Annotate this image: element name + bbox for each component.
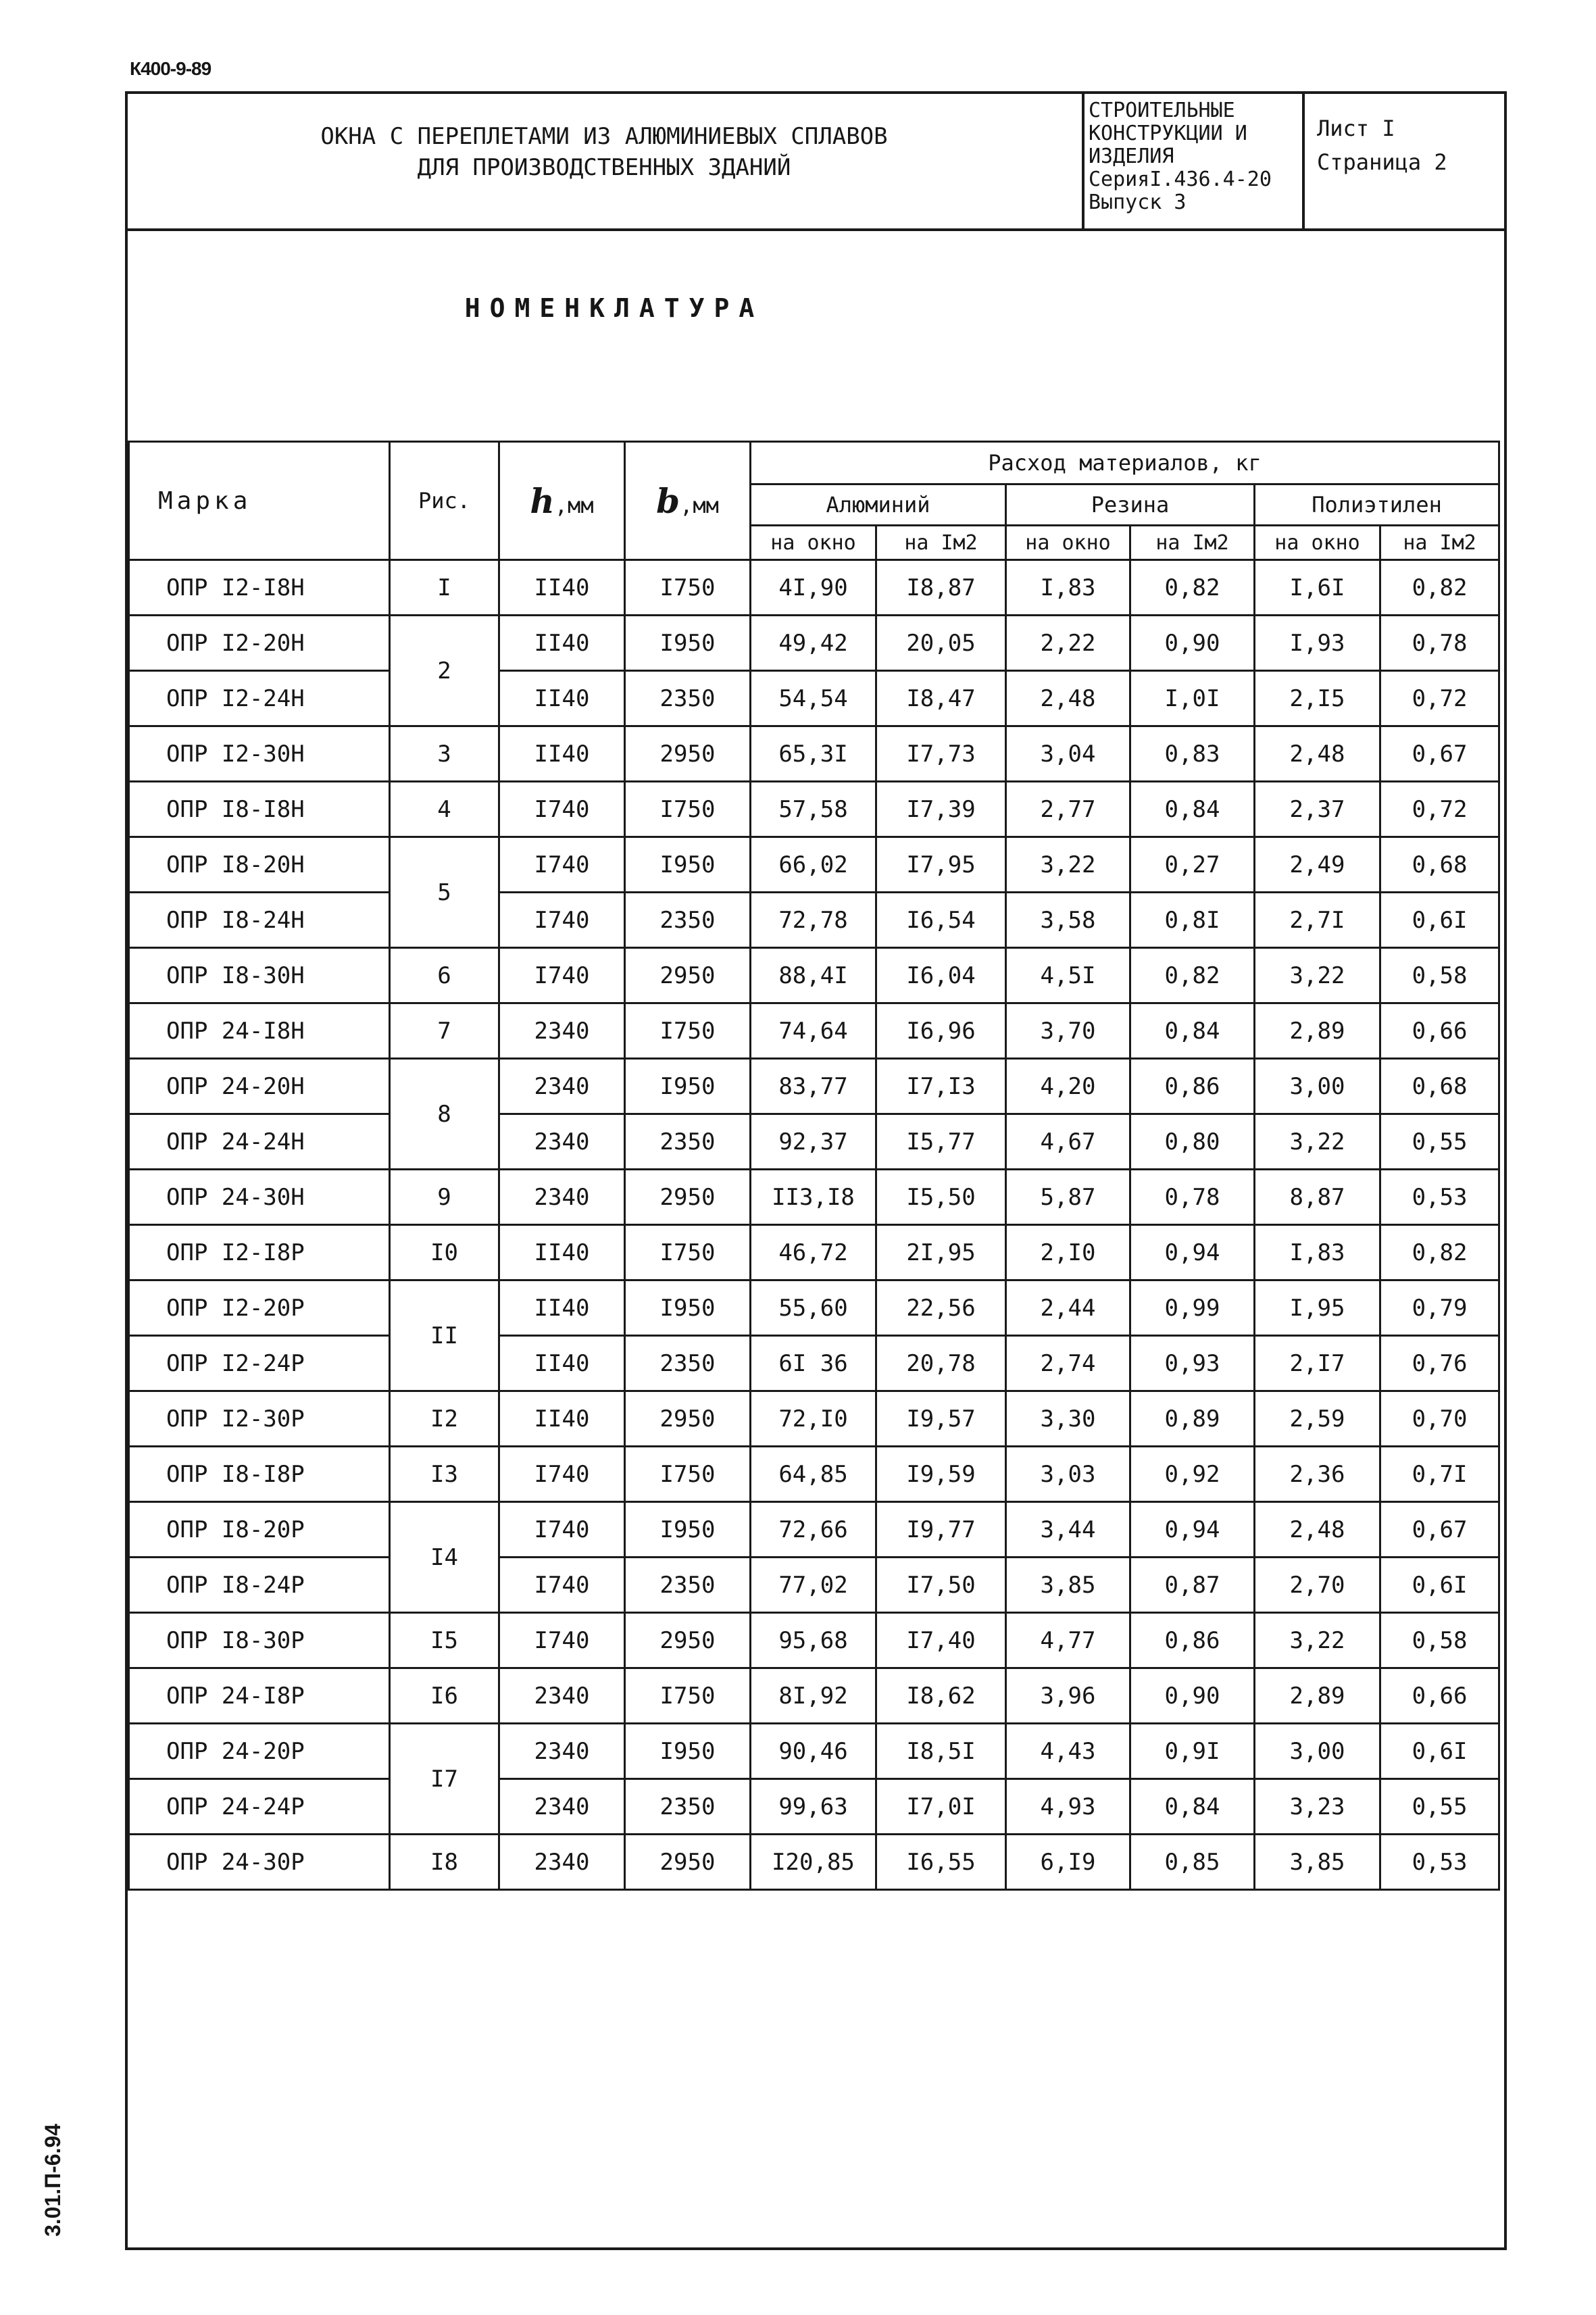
mark-cell: ОПР 24-I8Н xyxy=(129,1003,390,1059)
b-cell: I950 xyxy=(625,1724,751,1779)
h-cell: II40 xyxy=(499,1280,625,1336)
mark-cell: ОПР I8-24Р xyxy=(129,1558,390,1613)
b-cell: I750 xyxy=(625,782,751,837)
table-row xyxy=(129,1114,1499,1170)
al-m2-cell: I7,50 xyxy=(876,1558,1006,1613)
b-cell: 2950 xyxy=(625,726,751,782)
pe-window-cell: 2,89 xyxy=(1255,1003,1380,1059)
al-window-cell: 57,58 xyxy=(751,782,876,837)
mark-cell: ОПР I2-20Р xyxy=(129,1280,390,1336)
al-m2-cell: I6,04 xyxy=(876,948,1006,1003)
pe-m2-cell: 0,78 xyxy=(1380,616,1499,671)
pe-window-cell: 2,49 xyxy=(1255,837,1380,893)
document-code: К400-9-89 xyxy=(130,58,211,79)
pe-window-cell: 8,87 xyxy=(1255,1170,1380,1225)
pe-window-cell: 3,00 xyxy=(1255,1724,1380,1779)
pe-m2-cell: 0,68 xyxy=(1380,837,1499,893)
mark-cell: ОПР I8-I8Н xyxy=(129,782,390,837)
col-mark-header: Марка xyxy=(129,442,390,560)
al-window-cell: 46,72 xyxy=(751,1225,876,1280)
col-h-header xyxy=(499,442,625,560)
pe-window-cell: 3,85 xyxy=(1255,1835,1380,1890)
pe-m2-cell: 0,66 xyxy=(1380,1668,1499,1724)
al-m2-cell: I6,54 xyxy=(876,893,1006,948)
table-row xyxy=(129,1003,1499,1059)
pe-m2-cell: 0,55 xyxy=(1380,1779,1499,1835)
table-row xyxy=(129,837,1499,893)
rb-m2-cell: 0,86 xyxy=(1130,1059,1255,1114)
h-cell: 2340 xyxy=(499,1170,625,1225)
mark-cell: ОПР I8-20Р xyxy=(129,1502,390,1558)
rb-window-cell: 4,93 xyxy=(1006,1779,1130,1835)
rb-window-cell: 3,30 xyxy=(1006,1391,1130,1447)
pe-window-cell: 3,23 xyxy=(1255,1779,1380,1835)
b-cell: 2950 xyxy=(625,1835,751,1890)
pe-m2-cell: 0,55 xyxy=(1380,1114,1499,1170)
al-per-m2-header: на Iм2 xyxy=(876,526,1006,560)
h-unit: ,мм xyxy=(554,492,594,518)
mark-cell: ОПР 24-24Р xyxy=(129,1779,390,1835)
h-cell: II40 xyxy=(499,1391,625,1447)
sheet-block xyxy=(1317,111,1447,179)
fig-cell: I4 xyxy=(390,1502,499,1613)
al-window-cell: 55,60 xyxy=(751,1280,876,1336)
mark-cell: ОПР I2-30Р xyxy=(129,1391,390,1447)
series-line-3: ИЗДЕЛИЯ xyxy=(1089,145,1174,168)
fig-cell: I6 xyxy=(390,1668,499,1724)
al-m2-cell: 2I,95 xyxy=(876,1225,1006,1280)
pe-window-cell: 2,I5 xyxy=(1255,671,1380,726)
pe-m2-cell: 0,53 xyxy=(1380,1835,1499,1890)
series-block xyxy=(1082,94,1305,228)
rb-window-cell: 2,74 xyxy=(1006,1336,1130,1391)
title-line-1: ОКНА С ПЕРЕПЛЕТАМИ ИЗ АЛЮМИНИЕВЫХ СПЛАВОВ xyxy=(320,123,888,150)
h-cell: I740 xyxy=(499,1502,625,1558)
table-row xyxy=(129,1558,1499,1613)
rb-m2-cell: 0,89 xyxy=(1130,1391,1255,1447)
al-window-cell: 90,46 xyxy=(751,1724,876,1779)
rb-m2-cell: 0,80 xyxy=(1130,1114,1255,1170)
pe-m2-cell: 0,68 xyxy=(1380,1059,1499,1114)
fig-cell: I3 xyxy=(390,1447,499,1502)
h-cell: I740 xyxy=(499,837,625,893)
pe-window-cell: 2,70 xyxy=(1255,1558,1380,1613)
fig-cell: I2 xyxy=(390,1391,499,1447)
rb-m2-cell: 0,8I xyxy=(1130,893,1255,948)
rb-window-cell: 2,22 xyxy=(1006,616,1130,671)
mark-cell: ОПР 24-20Р xyxy=(129,1724,390,1779)
b-cell: 2350 xyxy=(625,1558,751,1613)
h-cell: 2340 xyxy=(499,1059,625,1114)
al-window-cell: I20,85 xyxy=(751,1835,876,1890)
h-cell: I740 xyxy=(499,1447,625,1502)
col-fig-header: Рис. xyxy=(390,442,499,560)
rb-m2-cell: 0,94 xyxy=(1130,1225,1255,1280)
b-cell: 2350 xyxy=(625,1779,751,1835)
rb-m2-cell: 0,84 xyxy=(1130,1779,1255,1835)
pe-m2-cell: 0,82 xyxy=(1380,1225,1499,1280)
series-line-5: Выпуск 3 xyxy=(1089,191,1187,214)
b-cell: 2950 xyxy=(625,948,751,1003)
al-window-cell: 4I,90 xyxy=(751,560,876,616)
pe-window-cell: 3,00 xyxy=(1255,1059,1380,1114)
h-cell: I740 xyxy=(499,782,625,837)
rb-window-cell: 2,77 xyxy=(1006,782,1130,837)
section-title: НОМЕНКЛАТУРА xyxy=(464,293,764,323)
al-m2-cell: I7,40 xyxy=(876,1613,1006,1668)
series-line-2: КОНСТРУКЦИИ И xyxy=(1089,122,1247,145)
h-cell: 2340 xyxy=(499,1835,625,1890)
pe-m2-cell: 0,82 xyxy=(1380,560,1499,616)
fig-cell: 3 xyxy=(390,726,499,782)
fig-cell: 8 xyxy=(390,1059,499,1170)
mark-cell: ОПР I2-20Н xyxy=(129,616,390,671)
mark-cell: ОПР I8-I8Р xyxy=(129,1447,390,1502)
pe-per-window-header: на окно xyxy=(1255,526,1380,560)
rb-window-cell: 4,67 xyxy=(1006,1114,1130,1170)
al-m2-cell: I5,50 xyxy=(876,1170,1006,1225)
b-symbol: b xyxy=(656,480,680,521)
pe-m2-cell: 0,70 xyxy=(1380,1391,1499,1447)
rb-per-window-header: на окно xyxy=(1006,526,1130,560)
table-row xyxy=(129,1724,1499,1779)
al-window-cell: 49,42 xyxy=(751,616,876,671)
al-m2-cell: I9,77 xyxy=(876,1502,1006,1558)
b-cell: I750 xyxy=(625,1668,751,1724)
rb-window-cell: 3,44 xyxy=(1006,1502,1130,1558)
drawing-frame xyxy=(125,91,1507,2250)
al-m2-cell: I7,39 xyxy=(876,782,1006,837)
table-row xyxy=(129,1059,1499,1114)
h-cell: II40 xyxy=(499,616,625,671)
rb-m2-cell: 0,90 xyxy=(1130,1668,1255,1724)
rb-per-m2-header: на Iм2 xyxy=(1130,526,1255,560)
fig-cell: 5 xyxy=(390,837,499,948)
pe-m2-cell: 0,76 xyxy=(1380,1336,1499,1391)
rb-window-cell: 2,48 xyxy=(1006,671,1130,726)
fig-cell: I8 xyxy=(390,1835,499,1890)
al-window-cell: II3,I8 xyxy=(751,1170,876,1225)
b-cell: I950 xyxy=(625,1502,751,1558)
h-cell: II40 xyxy=(499,560,625,616)
h-cell: I740 xyxy=(499,893,625,948)
b-cell: I750 xyxy=(625,560,751,616)
al-window-cell: 72,66 xyxy=(751,1502,876,1558)
b-cell: I950 xyxy=(625,837,751,893)
h-cell: 2340 xyxy=(499,1668,625,1724)
pe-m2-cell: 0,67 xyxy=(1380,1502,1499,1558)
al-m2-cell: I6,55 xyxy=(876,1835,1006,1890)
rb-window-cell: 3,96 xyxy=(1006,1668,1130,1724)
rb-window-cell: 4,20 xyxy=(1006,1059,1130,1114)
h-cell: I740 xyxy=(499,1613,625,1668)
polyethylene-header: Полиэтилен xyxy=(1255,484,1499,526)
al-m2-cell: I7,73 xyxy=(876,726,1006,782)
pe-window-cell: I,93 xyxy=(1255,616,1380,671)
table-row xyxy=(129,1668,1499,1724)
al-m2-cell: I9,59 xyxy=(876,1447,1006,1502)
mark-cell: ОПР I8-24Н xyxy=(129,893,390,948)
rb-window-cell: 2,I0 xyxy=(1006,1225,1130,1280)
rb-m2-cell: 0,83 xyxy=(1130,726,1255,782)
table-row xyxy=(129,782,1499,837)
rb-window-cell: 6,I9 xyxy=(1006,1835,1130,1890)
pe-window-cell: 2,7I xyxy=(1255,893,1380,948)
al-window-cell: 65,3I xyxy=(751,726,876,782)
b-cell: 2350 xyxy=(625,671,751,726)
rb-window-cell: 4,43 xyxy=(1006,1724,1130,1779)
table-row xyxy=(129,1613,1499,1668)
rb-m2-cell: 0,86 xyxy=(1130,1613,1255,1668)
al-window-cell: 8I,92 xyxy=(751,1668,876,1724)
al-m2-cell: 22,56 xyxy=(876,1280,1006,1336)
pe-window-cell: I,95 xyxy=(1255,1280,1380,1336)
pe-m2-cell: 0,67 xyxy=(1380,726,1499,782)
al-per-window-header: на окно xyxy=(751,526,876,560)
table-row xyxy=(129,1502,1499,1558)
rb-window-cell: 4,5I xyxy=(1006,948,1130,1003)
pe-m2-cell: 0,6I xyxy=(1380,1724,1499,1779)
fig-cell: 2 xyxy=(390,616,499,726)
mark-cell: ОПР I8-20Н xyxy=(129,837,390,893)
pe-m2-cell: 0,53 xyxy=(1380,1170,1499,1225)
pe-window-cell: 2,59 xyxy=(1255,1391,1380,1447)
pe-m2-cell: 0,6I xyxy=(1380,893,1499,948)
pe-per-m2-header: на Iм2 xyxy=(1380,526,1499,560)
rb-m2-cell: 0,93 xyxy=(1130,1336,1255,1391)
series-line-1: СТРОИТЕЛЬНЫЕ xyxy=(1089,99,1235,122)
table-row xyxy=(129,1779,1499,1835)
rb-m2-cell: 0,84 xyxy=(1130,782,1255,837)
al-window-cell: 72,I0 xyxy=(751,1391,876,1447)
al-m2-cell: I9,57 xyxy=(876,1391,1006,1447)
pe-window-cell: 3,22 xyxy=(1255,1613,1380,1668)
al-window-cell: 92,37 xyxy=(751,1114,876,1170)
pe-window-cell: 2,I7 xyxy=(1255,1336,1380,1391)
al-window-cell: 64,85 xyxy=(751,1447,876,1502)
rb-m2-cell: 0,94 xyxy=(1130,1502,1255,1558)
b-cell: 2350 xyxy=(625,893,751,948)
h-cell: I740 xyxy=(499,1558,625,1613)
al-window-cell: 99,63 xyxy=(751,1779,876,1835)
table-row xyxy=(129,1391,1499,1447)
mark-cell: ОПР 24-24Н xyxy=(129,1114,390,1170)
fig-cell: I7 xyxy=(390,1724,499,1835)
consumption-header: Расход материалов, кг xyxy=(751,442,1499,484)
rb-window-cell: 3,04 xyxy=(1006,726,1130,782)
pe-m2-cell: 0,7I xyxy=(1380,1447,1499,1502)
fig-cell: 6 xyxy=(390,948,499,1003)
fig-cell: 7 xyxy=(390,1003,499,1059)
rb-m2-cell: 0,84 xyxy=(1130,1003,1255,1059)
rb-m2-cell: 0,78 xyxy=(1130,1170,1255,1225)
title-line-2: ДЛЯ ПРОИЗВОДСТВЕННЫХ ЗДАНИЙ xyxy=(417,154,791,181)
rb-window-cell: 2,44 xyxy=(1006,1280,1130,1336)
table-row xyxy=(129,671,1499,726)
pe-m2-cell: 0,66 xyxy=(1380,1003,1499,1059)
rb-m2-cell: 0,82 xyxy=(1130,948,1255,1003)
mark-cell: ОПР 24-20Н xyxy=(129,1059,390,1114)
h-cell: I740 xyxy=(499,948,625,1003)
pe-window-cell: 3,22 xyxy=(1255,1114,1380,1170)
b-cell: 2350 xyxy=(625,1336,751,1391)
fig-cell: 9 xyxy=(390,1170,499,1225)
mark-cell: ОПР I2-24Р xyxy=(129,1336,390,1391)
pe-window-cell: 2,48 xyxy=(1255,726,1380,782)
table-row xyxy=(129,616,1499,671)
al-window-cell: 6I 36 xyxy=(751,1336,876,1391)
b-unit: ,мм xyxy=(680,492,719,518)
b-cell: 2350 xyxy=(625,1114,751,1170)
al-m2-cell: I8,47 xyxy=(876,671,1006,726)
mark-cell: ОПР I2-I8Н xyxy=(129,560,390,616)
rb-m2-cell: I,0I xyxy=(1130,671,1255,726)
rb-m2-cell: 0,87 xyxy=(1130,1558,1255,1613)
al-window-cell: 72,78 xyxy=(751,893,876,948)
b-cell: I950 xyxy=(625,1059,751,1114)
mark-cell: ОПР I2-I8Р xyxy=(129,1225,390,1280)
al-window-cell: 83,77 xyxy=(751,1059,876,1114)
document-title xyxy=(128,121,1080,183)
side-archive-code: 3.01.П-6.94 xyxy=(41,2123,65,2237)
b-cell: I750 xyxy=(625,1003,751,1059)
table-row xyxy=(129,726,1499,782)
b-cell: I950 xyxy=(625,1280,751,1336)
b-cell: I750 xyxy=(625,1447,751,1502)
al-m2-cell: I6,96 xyxy=(876,1003,1006,1059)
rb-m2-cell: 0,9I xyxy=(1130,1724,1255,1779)
h-cell: II40 xyxy=(499,1225,625,1280)
pe-window-cell: I,83 xyxy=(1255,1225,1380,1280)
table-row xyxy=(129,560,1499,616)
al-m2-cell: I5,77 xyxy=(876,1114,1006,1170)
al-window-cell: 66,02 xyxy=(751,837,876,893)
al-window-cell: 95,68 xyxy=(751,1613,876,1668)
aluminum-header: Алюминий xyxy=(751,484,1006,526)
h-cell: 2340 xyxy=(499,1003,625,1059)
col-b-header xyxy=(625,442,751,560)
rb-m2-cell: 0,90 xyxy=(1130,616,1255,671)
table-row xyxy=(129,893,1499,948)
pe-window-cell: I,6I xyxy=(1255,560,1380,616)
pe-window-cell: 2,37 xyxy=(1255,782,1380,837)
pe-m2-cell: 0,58 xyxy=(1380,948,1499,1003)
rb-window-cell: 3,22 xyxy=(1006,837,1130,893)
sheet-number: Лист I xyxy=(1317,116,1395,141)
al-m2-cell: I8,5I xyxy=(876,1724,1006,1779)
al-window-cell: 77,02 xyxy=(751,1558,876,1613)
b-cell: I750 xyxy=(625,1225,751,1280)
mark-cell: ОПР I8-30Р xyxy=(129,1613,390,1668)
rb-m2-cell: 0,82 xyxy=(1130,560,1255,616)
pe-window-cell: 2,89 xyxy=(1255,1668,1380,1724)
rb-m2-cell: 0,27 xyxy=(1130,837,1255,893)
al-m2-cell: I7,0I xyxy=(876,1779,1006,1835)
h-cell: II40 xyxy=(499,726,625,782)
fig-cell: II xyxy=(390,1280,499,1391)
pe-window-cell: 3,22 xyxy=(1255,948,1380,1003)
rb-m2-cell: 0,85 xyxy=(1130,1835,1255,1890)
al-window-cell: 54,54 xyxy=(751,671,876,726)
fig-cell: 4 xyxy=(390,782,499,837)
rb-window-cell: 3,03 xyxy=(1006,1447,1130,1502)
nomenclature-table xyxy=(128,441,1500,1891)
table-row xyxy=(129,1835,1499,1890)
fig-cell: I5 xyxy=(390,1613,499,1668)
pe-window-cell: 2,36 xyxy=(1255,1447,1380,1502)
h-symbol: h xyxy=(530,480,555,521)
rubber-header: Резина xyxy=(1006,484,1255,526)
mark-cell: ОПР 24-30Р xyxy=(129,1835,390,1890)
h-cell: 2340 xyxy=(499,1779,625,1835)
al-m2-cell: 20,78 xyxy=(876,1336,1006,1391)
mark-cell: ОПР I2-30Н xyxy=(129,726,390,782)
rb-m2-cell: 0,99 xyxy=(1130,1280,1255,1336)
pe-m2-cell: 0,72 xyxy=(1380,671,1499,726)
rb-window-cell: 3,58 xyxy=(1006,893,1130,948)
al-m2-cell: 20,05 xyxy=(876,616,1006,671)
title-block xyxy=(128,94,1504,231)
page-number: Страница 2 xyxy=(1317,149,1447,175)
b-cell: I950 xyxy=(625,616,751,671)
table-row xyxy=(129,1336,1499,1391)
rb-window-cell: 5,87 xyxy=(1006,1170,1130,1225)
mark-cell: ОПР 24-30Н xyxy=(129,1170,390,1225)
mark-cell: ОПР I2-24Н xyxy=(129,671,390,726)
al-m2-cell: I7,95 xyxy=(876,837,1006,893)
pe-m2-cell: 0,72 xyxy=(1380,782,1499,837)
rb-window-cell: 3,85 xyxy=(1006,1558,1130,1613)
al-m2-cell: I8,87 xyxy=(876,560,1006,616)
table-row xyxy=(129,1225,1499,1280)
pe-m2-cell: 0,6I xyxy=(1380,1558,1499,1613)
mark-cell: ОПР 24-I8Р xyxy=(129,1668,390,1724)
series-line-4: СерияI.436.4-20 xyxy=(1089,168,1272,191)
pe-m2-cell: 0,79 xyxy=(1380,1280,1499,1336)
b-cell: 2950 xyxy=(625,1613,751,1668)
rb-window-cell: 3,70 xyxy=(1006,1003,1130,1059)
fig-cell: I xyxy=(390,560,499,616)
nomenclature-body xyxy=(129,560,1499,1890)
mark-cell: ОПР I8-30Н xyxy=(129,948,390,1003)
h-cell: 2340 xyxy=(499,1724,625,1779)
table-row xyxy=(129,948,1499,1003)
rb-window-cell: 4,77 xyxy=(1006,1613,1130,1668)
pe-window-cell: 2,48 xyxy=(1255,1502,1380,1558)
b-cell: 2950 xyxy=(625,1170,751,1225)
al-window-cell: 74,64 xyxy=(751,1003,876,1059)
pe-m2-cell: 0,58 xyxy=(1380,1613,1499,1668)
rb-window-cell: I,83 xyxy=(1006,560,1130,616)
h-cell: 2340 xyxy=(499,1114,625,1170)
rb-m2-cell: 0,92 xyxy=(1130,1447,1255,1502)
table-row xyxy=(129,1280,1499,1336)
fig-cell: I0 xyxy=(390,1225,499,1280)
table-row xyxy=(129,1447,1499,1502)
table-row xyxy=(129,1170,1499,1225)
h-cell: II40 xyxy=(499,1336,625,1391)
b-cell: 2950 xyxy=(625,1391,751,1447)
al-m2-cell: I7,I3 xyxy=(876,1059,1006,1114)
h-cell: II40 xyxy=(499,671,625,726)
al-m2-cell: I8,62 xyxy=(876,1668,1006,1724)
al-window-cell: 88,4I xyxy=(751,948,876,1003)
